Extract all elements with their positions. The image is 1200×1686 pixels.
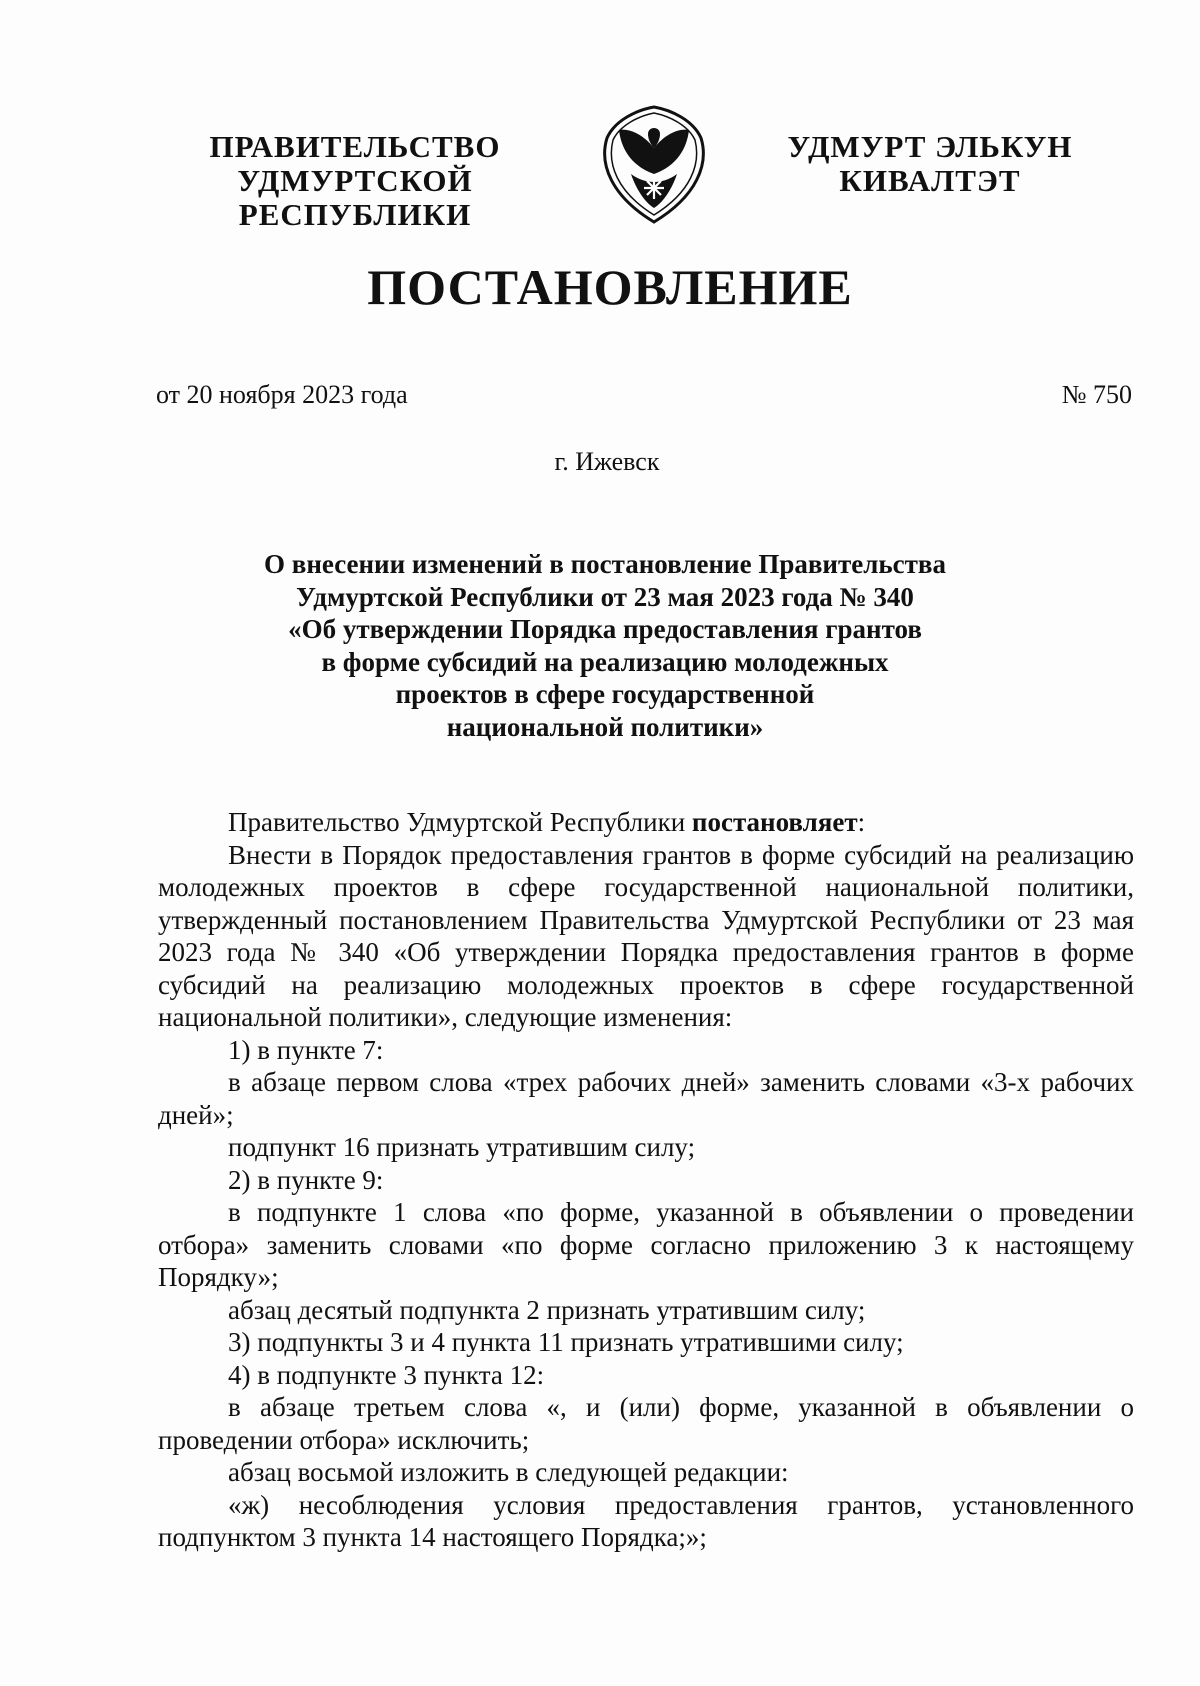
document-number: № 750	[1061, 380, 1132, 409]
government-name-line-1: ПРАВИТЕЛЬСТВО	[209, 129, 501, 164]
intro-text: Правительство Удмуртской Республики	[228, 807, 692, 837]
body-paragraph: 2) в пункте 9:	[228, 1164, 384, 1195]
title-line: «Об утверждении Порядка предоставления грантов	[288, 614, 922, 644]
body-paragraph: 4) в подпункте 3 пункта 12:	[228, 1359, 545, 1390]
title-line: национальной политики»	[446, 711, 764, 742]
document-date: от 20 ноября 2023 года	[156, 380, 408, 409]
title-line: О внесении изменений в постановление Правительства	[264, 549, 946, 579]
intro-end: :	[857, 807, 866, 837]
body-paragraph: подпункт 16 признать утратившим силу;	[228, 1132, 696, 1162]
body-paragraph: абзац десятый подпункта 2 признать утратившим силу;	[228, 1294, 866, 1325]
body-paragraph: в абзаце первом слова «трех рабочих дней» заменить словами «3-х рабочих дней»;	[158, 1067, 1134, 1130]
government-name-line-2: УДМУРТСКОЙ РЕСПУБЛИКИ	[237, 163, 473, 232]
body-paragraph: 3) подпункты 3 и 4 пункта 11 признать утратившими силу;	[228, 1327, 904, 1357]
government-name-udmurt	[780, 130, 1080, 198]
document-city: г. Ижевск	[554, 447, 660, 476]
body-paragraph: абзац восьмой изложить в следующей редакции:	[228, 1457, 789, 1487]
title-line: Удмуртской Республики от 23 мая 2023 года № 340	[296, 581, 914, 612]
body-paragraph: в подпункте 1 слова «по форме, указанной в объявлении о проведении отбора» заменить словами «по форме согласно приложению 3 к настоящему Порядку»;	[158, 1197, 1134, 1292]
government-name-udmurt-line-2: КИВАЛТЭТ	[839, 163, 1021, 198]
title-line: в форме субсидий на реализацию молодежных	[321, 646, 889, 677]
government-name-russian	[140, 130, 570, 232]
body-paragraph: Внести в Порядок предоставления грантов в форме субсидий на реализацию молодежных проектов в сфере государственной национальной политики, утвержденный постановлением Правительства Удмуртской Республики от 23 мая 2023 года № 340 «Об утверждении Порядка предоставления грантов в форме субсидий на реализацию молодежных проектов в сфере государственной национальной политики», следующие изменения:	[158, 839, 1134, 1032]
document-title	[200, 548, 1010, 743]
document-body	[158, 806, 1134, 1554]
body-paragraph: в абзаце третьем слова «, и (или) форме, указанной в объявлении о проведении отбора» исключить;	[158, 1392, 1134, 1455]
body-paragraph: 1) в пункте 7:	[228, 1034, 384, 1065]
udmurt-coat-of-arms-icon	[601, 104, 707, 226]
title-line: проектов в сфере государственной	[395, 679, 815, 709]
body-paragraph: «ж) несоблюдения условия предоставления грантов, установленного подпунктом 3 пункта 14 настоящего Порядка;»;	[158, 1489, 1134, 1552]
intro-bold-verb: постановляет	[691, 807, 858, 837]
document-type-heading: ПОСТАНОВЛЕНИЕ	[367, 259, 853, 315]
government-name-udmurt-line-1: УДМУРТ ЭЛЬКУН	[787, 129, 1073, 164]
intro-paragraph	[158, 806, 1134, 839]
